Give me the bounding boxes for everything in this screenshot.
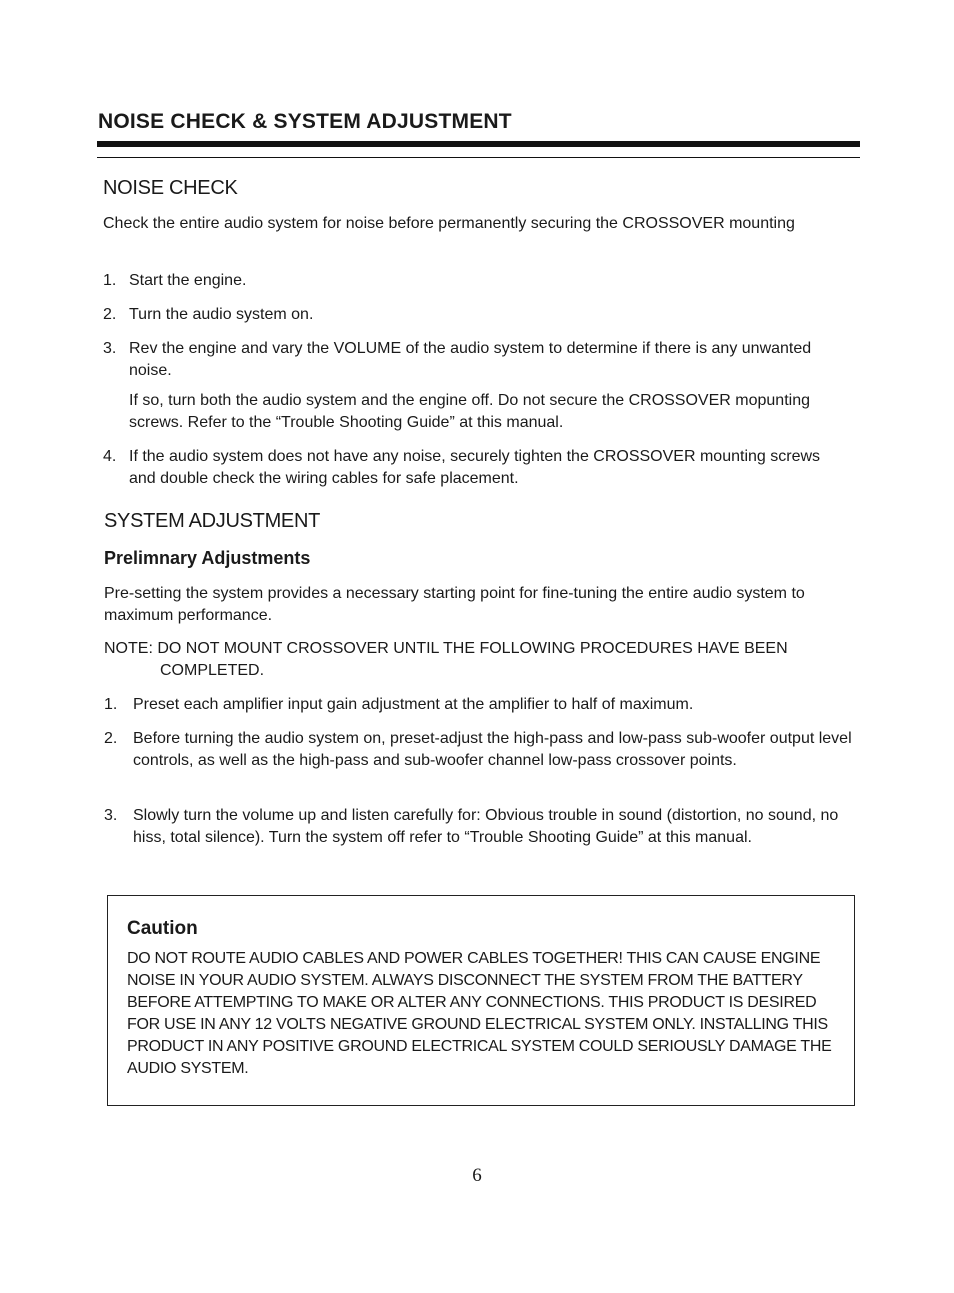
noise-step-3 — [103, 338, 833, 382]
title-rule-thin — [97, 157, 860, 158]
adjust-step-1 — [104, 694, 856, 716]
step-number: 2. — [103, 306, 117, 323]
step-number: 1. — [103, 272, 117, 289]
step-number: 2. — [104, 730, 118, 747]
caution-box — [107, 895, 855, 1106]
page-number: 6 — [472, 1165, 482, 1186]
note-text: NOTE: DO NOT MOUNT CROSSOVER UNTIL THE FOLLOWING PROCEDURES HAVE BEEN COMPLETED. — [104, 640, 788, 679]
step-number — [103, 390, 129, 434]
noise-step-2 — [103, 304, 833, 326]
step-number: 3. — [103, 340, 117, 357]
caution-text: DO NOT ROUTE AUDIO CABLES AND POWER CABLES TOGETHER! THIS CAN CAUSE ENGINE NOISE IN YOUR AUDIO SYSTEM. ALWAYS DISCONNECT THE SYSTEM FROM THE BATTERY BEFORE ATTEMPTING TO MAKE OR ALTER ANY CONNECTIONS. THIS PRODUCT IS DESIRED FOR USE IN ANY 12 VOLTS NEGATIVE GROUND ELECTRICAL SYSTEM ONLY. INSTALLING THIS PRODUCT IN ANY POSITIVE GROUND ELECTRICAL SYSTEM COULD SERIOUSLY DAMAGE THE AUDIO SYSTEM. — [127, 950, 832, 1077]
step-text: Slowly turn the volume up and listen carefully for: Obvious trouble in sound (distortion, no sound, no hiss, total silence). Turn the system off refer to “Trouble Shooting Guide” at this manual. — [133, 807, 839, 846]
system-adjustment-heading: SYSTEM ADJUSTMENT — [104, 510, 321, 532]
step-text: Before turning the audio system on, preset-adjust the high-pass and low-pass sub-woofer output level controls, as well as the high-pass and sub-woofer channel low-pass crossover points. — [133, 730, 852, 769]
step-number: 4. — [103, 448, 117, 465]
step-number: 1. — [104, 696, 118, 713]
step-text: If so, turn both the audio system and the engine off. Do not secure the CROSSOVER mopunting screws. Refer to the “Trouble Shooting Guide” at this manual. — [129, 392, 810, 431]
system-adjustment-intro: Pre-setting the system provides a necessary starting point for fine-tuning the entire audio system to maximum performance. — [104, 585, 805, 624]
noise-step-3-detail — [103, 390, 833, 434]
noise-check-heading: NOISE CHECK — [103, 177, 238, 199]
adjust-step-3 — [104, 805, 856, 849]
adjust-step-2 — [104, 728, 856, 772]
title-rule-thick — [97, 141, 860, 147]
step-text: If the audio system does not have any noise, securely tighten the CROSSOVER mounting screws and double check the wiring cables for safe placement. — [129, 448, 821, 487]
preliminary-adjustments-heading: Prelimnary Adjustments — [104, 548, 311, 568]
step-text: Preset each amplifier input gain adjustment at the amplifier to half of maximum. — [133, 696, 694, 713]
step-number: 3. — [104, 807, 118, 824]
noise-step-1 — [103, 270, 833, 292]
noise-step-4 — [103, 446, 833, 490]
page-title: NOISE CHECK & SYSTEM ADJUSTMENT — [98, 110, 512, 133]
step-text: Turn the audio system on. — [129, 306, 314, 323]
step-text: Rev the engine and vary the VOLUME of the audio system to determine if there is any unwanted noise. — [129, 340, 812, 379]
noise-check-intro: Check the entire audio system for noise before permanently securing the CROSSOVER mounting — [103, 215, 795, 232]
caution-title: Caution — [127, 918, 198, 939]
step-text: Start the engine. — [129, 272, 247, 289]
